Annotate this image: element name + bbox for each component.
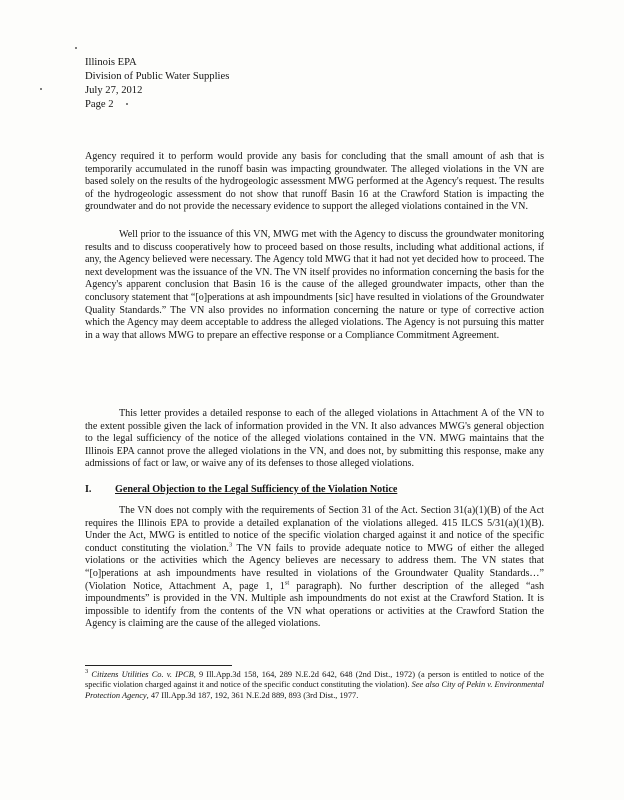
section-number: I. <box>85 484 92 495</box>
letter-header <box>85 56 229 112</box>
footnote-case-citation: Citizens Utilities Co. v. IPCB <box>91 670 194 679</box>
scan-speck <box>40 88 42 90</box>
footnote <box>85 670 544 701</box>
body-paragraph: This letter provides a detailed response to each of the alleged violations in Attachment A of the VN to the extent possible given the lack of information provided in the VN. It also advances MWG's general objection to the legal sufficiency of the notice of the alleged violations contained in the VN. MWG maintains that the Illinois EPA cannot prove the alleged violations in the VN, and does not, by submitting this response, make any admissions of fact or law, or waive any of its defenses to those alleged violations. <box>85 408 544 470</box>
footnote-divider <box>85 665 232 666</box>
footnote-reference: 3 <box>228 541 233 549</box>
footnote-text: , 47 Ill.App.3d 187, 192, 361 N.E.2d 889, 893 (3rd Dist., 1977. <box>146 690 359 700</box>
footnote-marker: 3 <box>85 668 89 676</box>
footnote-text: , 9 Ill.App.3d 158, 164, 289 N.E.2d 642, 648 (2nd Dist., 1972) (a person is entitled to notice of the specific violation charged against it and notice of the specific conduct constituting the violation). <box>85 670 545 690</box>
section-text-part2: The VN fails to provide adequate notice to MWG of either the alleged violations or the activities which the Agency believes are necessary to address them. The VN states that “[o]perations at ash impoundments have resulted in violations of the Groundwater Quality Standards…” (Violation Notice, Attachment A, page 1, 1 <box>85 542 544 592</box>
body-paragraph: Well prior to the issuance of this VN, MWG met with the Agency to discuss the groundwater monitoring results and to discuss cooperatively how to proceed based on those results, including what additional actions, if any, the Agency believed were necessary. The Agency told MWG that it had not yet decided how to proceed. The next development was the issuance of the VN. The VN itself provides no information concerning the basis for the Agency's apparent conclusion that Basin 16 is the cause of the alleged groundwater impacts, other than the conclusory statement that “[o]perations at ash impoundments [sic] have resulted in violations of the Groundwater Quality Standards.” The VN also provides no information concerning the nature or type of corrective action which the Agency may deem acceptable to address the alleged violations. The Agency is not pursuing this matter in a way that allows MWG to prepare an effective response or a Compliance Commitment Agreement. <box>85 229 544 341</box>
ordinal-suffix: st <box>284 579 290 587</box>
section-text-part1: The VN does not comply with the requirements of Section 31 of the Act. Section 31(a)(1)(B) of the Act requires the Illinois EPA to provide a detailed explanation of the violations alleged. 415 ILCS 5/31(a)(1)(B). Under the Act, MWG is entitled to notice of the specific violation charged against it and notice of the specific conduct constituting the violation. <box>85 505 544 554</box>
scan-speck <box>75 47 77 49</box>
section-paragraph <box>85 505 544 631</box>
section-heading <box>85 484 544 497</box>
header-division: Division of Public Water Supplies <box>85 71 230 82</box>
header-date: July 27, 2012 <box>85 85 143 96</box>
footnote-case-citation: City of Pekin v. Environmental Protection Agency <box>85 680 545 700</box>
footnote-see-also: See also <box>411 680 440 690</box>
header-agency: Illinois EPA <box>85 57 137 68</box>
header-page-number: Page 2 <box>85 99 114 110</box>
section-text-part3: paragraph). No further description of the alleged “ash impoundments” is provided in the VN. Multiple ash impoundments do not exist at the Crawford Station. It is impossible to identify from the contents of the VN what operations or activities at the Crawford Station the Agency is claiming are the cause of the alleged violations. <box>85 580 544 630</box>
body-paragraph: Agency required it to perform would provide any basis for concluding that the small amount of ash that is temporarily accumulated in the runoff basin was impacting groundwater. The alleged violations in the VN are based solely on the results of the hydrogeologic assessment MWG performed at the Agency's request. The results of the hydrogeologic assessment do not show that runoff Basin 16 at the Crawford Station is impacting the groundwater and do not provide the necessary evidence to support the alleged violations contained in the VN. <box>85 151 544 213</box>
section-title: General Objection to the Legal Sufficiency of the Violation Notice <box>115 484 398 495</box>
